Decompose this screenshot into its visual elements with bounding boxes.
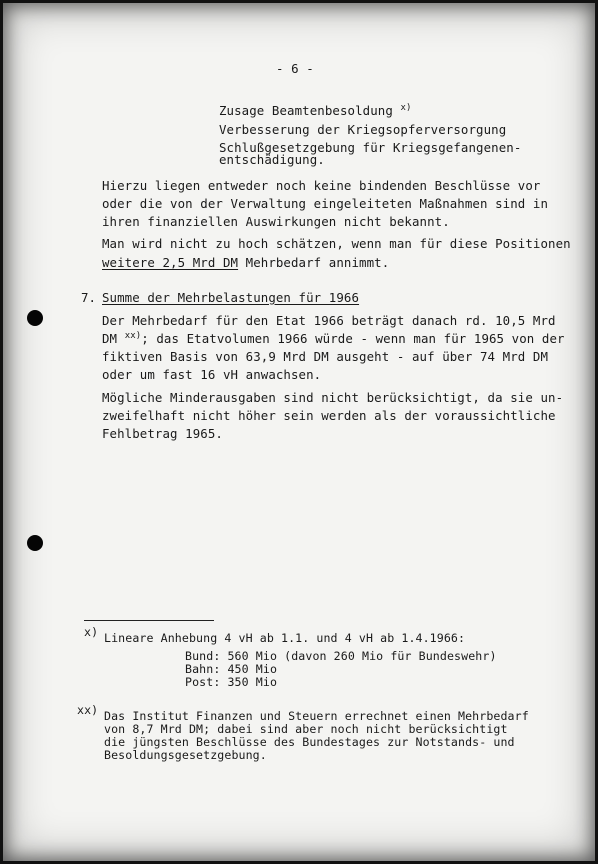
footnote2-line3: die jüngsten Beschlüsse des Bundestages zur Notstands- und	[104, 735, 515, 749]
section7-paragraph-line2: zweifelhaft nicht höher sein werden als der voraussichtliche	[102, 408, 556, 423]
list-item-kriegsgefangenen: Schlußgesetzgebung für Kriegsgefangenen-	[219, 140, 522, 155]
footnote1-line: Lineare Anhebung 4 vH ab 1.1. und 4 vH ab 1.4.1966:	[104, 631, 466, 645]
footnote1-row-bahn: Bahn: 450 Mio	[185, 662, 278, 676]
paragraph1-line3: ihren finanziellen Auswirkungen nicht bekannt.	[102, 214, 450, 229]
footnote-marker-xx: xx)	[124, 331, 142, 341]
footnote-separator	[84, 620, 214, 621]
section7-paragraph-line1: Mögliche Minderausgaben sind nicht berücksichtigt, da sie un-	[102, 390, 564, 405]
list-item-kriegsopferversorgung: Verbesserung der Kriegsopferversorgung	[219, 122, 507, 137]
footnote1-row-bund: Bund: 560 Mio (davon 260 Mio für Bundeswehr)	[185, 649, 497, 663]
list-item-beamtenbesoldung	[219, 103, 411, 118]
footnote-marker-x: x)	[400, 103, 412, 113]
footnote1-marker: x)	[84, 625, 99, 639]
paragraph2-line2	[102, 255, 389, 270]
section7-body-line4: oder um fast 16 vH anwachsen.	[102, 367, 322, 382]
section7-number: 7.	[81, 290, 97, 305]
page-number: - 6 -	[276, 61, 314, 76]
section7-body-line3: fiktiven Basis von 63,9 Mrd DM ausgeht - auf über 74 Mrd DM	[102, 349, 549, 364]
footnote2-line2: von 8,7 Mrd DM; dabei sind aber noch nicht berücksichtigt	[104, 722, 508, 736]
section7-body-prefix: DM	[102, 331, 125, 346]
section7-heading: Summe der Mehrbelastungen für 1966	[102, 290, 360, 305]
punch-hole-top	[27, 310, 43, 326]
section7-body-line2	[102, 331, 565, 346]
paragraph1-line2: oder die von der Verwaltung eingeleiteten Maßnahmen sind in	[102, 196, 549, 211]
section7-body-line2-text: ; das Etatvolumen 1966 würde - wenn man für 1965 von der	[141, 331, 565, 346]
paragraph2-line1: Man wird nicht zu hoch schätzen, wenn man für diese Positionen	[102, 236, 571, 251]
section7-paragraph-line3: Fehlbetrag 1965.	[102, 426, 223, 441]
footnote1-row-post: Post: 350 Mio	[185, 675, 278, 689]
footnote2-marker: xx)	[77, 703, 99, 717]
section7-body-line1: Der Mehrbedarf für den Etat 1966 beträgt danach rd. 10,5 Mrd	[102, 313, 556, 328]
underlined-amount: weitere 2,5 Mrd DM	[102, 255, 239, 270]
punch-hole-bottom	[27, 535, 43, 551]
paragraph1-line1: Hierzu liegen entweder noch keine bindenden Beschlüsse vor	[102, 178, 541, 193]
list-item-entschaedigung: entschädigung.	[219, 152, 325, 167]
paragraph2-line2-rest: Mehrbedarf annimmt.	[238, 255, 390, 270]
footnote2-line1: Das Institut Finanzen und Steuern errechnet einen Mehrbedarf	[104, 709, 529, 723]
footnote2-line4: Besoldungsgesetzgebung.	[104, 748, 267, 762]
list-item-label: Zusage Beamtenbesoldung	[219, 103, 401, 118]
